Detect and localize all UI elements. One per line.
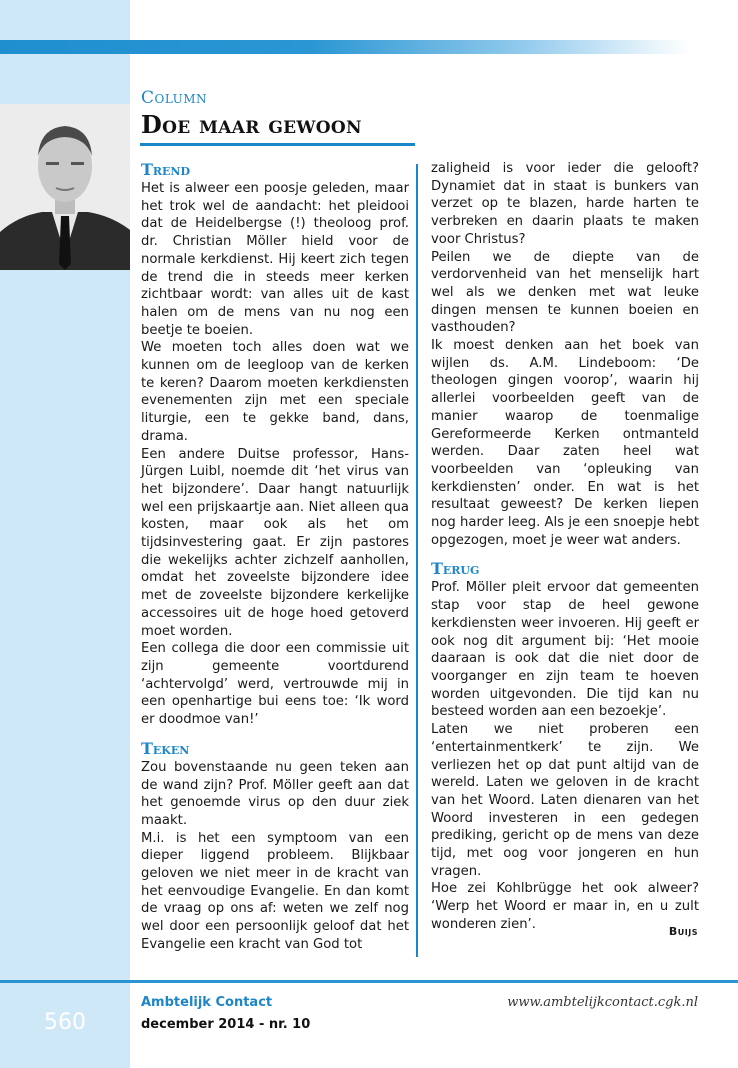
paragraph: Hoe zei Kohlbrügge het ook alweer? ‘Werp het Woord er maar in, en u zult wonderen zien’. [431,881,699,932]
author-signature: Buijs [668,925,698,938]
article-title: Doe maar gewoon [141,110,362,139]
article-column-right [431,160,699,934]
paragraph: zaligheid is voor ieder die gelooft? Dynamiet dat in staat is bunkers van verzet op te blazen, harde harten te verbreken en daarin plaats te maken voor Christus? [431,161,699,247]
subheading-teken: Teken [141,738,190,758]
publication-name: Ambtelijk Contact [141,995,273,1010]
paragraph: Prof. Möller pleit ervoor dat gemeenten stap voor stap de heel gewone kerkdiensten weer invoeren. Hij geeft er ook nog dit argument bij: ‘Het mooie daaraan is ook dat die niet door de voorganger en zijn team te hoeven worden uitgevonden. Die tijd kan nu besteed worden aan een bezoekje’. [431,580,699,720]
paragraph: Een andere Duitse professor, Hans-Jürgen Luibl, noemde dit ‘het virus van het bijzondere’. Daar hangt natuurlijk wel een prijskaartje aan. Niet alleen qua kosten, maar ook als het om tijdsinvestering gaat. Er zijn pastores die wekelijks achter zichzelf aanhollen, omdat het zoveelste bijzondere idee met de zoveelste bijzondere kerkelijke accessoires uit de hoge hoed getoverd moet worden. [141,446,409,639]
paragraph: M.i. is het een symptoom van een dieper liggend probleem. Blijkbaar geloven we niet meer in de kracht van het eenvoudige Evangelie. En dan komt de vraag op ons af: weten we zelf nog wel door een persoonlijk geloof dat het Evangelie een kracht van God tot [141,830,409,952]
subheading-trend: Trend [141,160,191,179]
column-divider [416,164,418,957]
author-portrait-photo [0,104,130,270]
issue-info: december 2014 - nr. 10 [141,1017,311,1032]
top-color-bar [0,40,690,54]
article-column-left [141,160,409,954]
paragraph: Laten we niet proberen een ‘entertainmentkerk’ te zijn. We verliezen het op dat punt altijd van de wereld. Laten we geloven in de kracht van het Woord. Laten dienaren van het Woord investeren in een gedegen prediking, gericht op de mens van deze tijd, met oog voor jongeren en hun vragen. [431,722,699,879]
paragraph: Zou bovenstaande nu geen teken aan de wand zijn? Prof. Möller geeft aan dat het genoemde virus op den duur ziek maakt. [141,759,409,828]
paragraph: Peilen we de diepte van de verdorvenheid van het menselijk hart wel als we denken met wat leuke dingen mensen te kunnen boeien en vasthouden? [431,249,699,336]
column-kicker: Column [141,88,208,108]
title-underline [140,143,415,146]
page-number: 560 [44,1010,86,1035]
paragraph: Het is alweer een poosje geleden, maar het trok wel de aandacht: het pleidooi dat de Heidelbergse (!) theoloog prof. dr. Christian Möller hield voor de normale kerkdienst. Hij keert zich tegen de trend die in steeds meer kerken zichtbaar wordt: van alles uit de kast halen om de mens van nu nog een beetje te boeien. [141,181,409,338]
subheading-terug: Terug [431,559,480,579]
paragraph: We moeten toch alles doen wat we kunnen om de leegloop van de kerken te keren? Daarom moeten kerkdiensten evenementen zijn met een speciale liturgie, een te gekke band, dans, drama. [141,340,409,444]
paragraph: Een collega die door een commissie uit zijn gemeente voortdurend ‘achtervolgd’ werd, vertrouwde mij in een openhartige bui eens toe: ‘Ik word er doodmoe van!’ [141,641,409,728]
paragraph: Ik moest denken aan het boek van wijlen ds. A.M. Lindeboom: ‘De theologen gingen voorop’, waarin hij allerlei voorbeelden geeft van de manier waarop de toenmalige Gereformeerde Kerken ontmanteld werden. Daar zaten heel wat voorbeelden van ‘opleuking van kerkdiensten’ onder. En wat is het resultaat geweest? De kerken liepen nog harder leeg. Als je een snoepje hebt opgezogen, moet je weer wat anders. [431,338,699,548]
footer-rule [0,980,738,983]
website-link[interactable]: www.ambtelijkcontact.cgk.nl [507,995,698,1010]
